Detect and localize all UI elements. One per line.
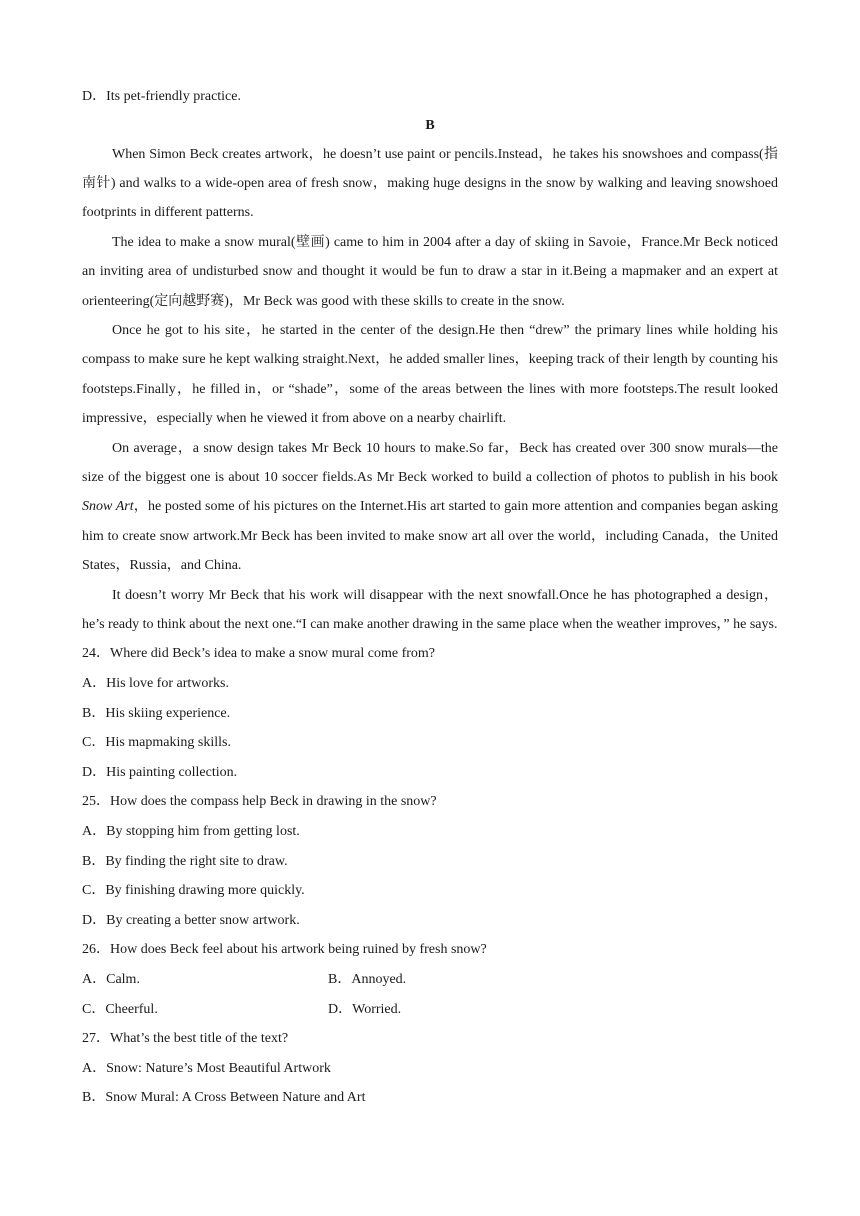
passage-paragraph-2: The idea to make a snow mural(壁画) came to him in 2004 after a day of skiing in Savoie，France.Mr Beck noticed an inviting area of undisturbed snow and thought it would be fun to draw a star in it.Being a mapmaker and an expert at orienteering(定向越野赛)，Mr Beck was good with these skills to create in the snow. [82, 234, 778, 309]
question-24 [82, 639, 778, 787]
paragraph-4-text-before: On average，a snow design takes Mr Beck 10 hours to make.So far，Beck has created over 300 snow murals—the size of the biggest one is about 10 soccer fields.As Mr Beck worked to build a collection of photos to publish in his book [82, 440, 778, 485]
passage-paragraph-1: When Simon Beck creates artwork，he doesn’t use paint or pencils.Instead，he takes his snowshoes and compass(指南针) and walks to a wide-open area of fresh snow，making huge designs in the snow by walking and leaving snowshoed footprints in different patterns. [82, 146, 778, 221]
question-26 [82, 935, 778, 1024]
option-d: D．His painting collection. [82, 764, 238, 780]
question-stem: 26．How does Beck feel about his artwork being ruined by fresh snow? [82, 942, 487, 958]
question-25 [82, 787, 778, 935]
book-title: Snow Art [82, 499, 134, 515]
option-c: C．His mapmaking skills. [82, 735, 231, 751]
option-b: B．By finding the right site to draw. [82, 853, 288, 869]
question-stem: 27．What’s the best title of the text? [82, 1031, 289, 1047]
prev-question-option-d: D．Its pet-friendly practice. [82, 89, 241, 104]
option-a: A．By stopping him from getting lost. [82, 823, 300, 839]
option-b: B．His skiing experience. [82, 705, 231, 721]
passage-paragraph-3: Once he got to his site，he started in the center of the design.He then “drew” the primary lines while holding his compass to make sure he kept walking straight.Next，he added smaller lines，keeping track of their length by counting his footsteps.Finally，he filled in，or “shade”，some of the areas between the lines with more footsteps.The result looked impressive，especially when he viewed it from above on a nearby chairlift. [82, 322, 778, 427]
paragraph-4-text-after: ，he posted some of his pictures on the Internet.His art started to gain more attention and companies began asking him to create snow artwork.Mr Beck has been invited to make snow art all over the world，including Canada，the United States，Russia，and China. [82, 499, 778, 574]
question-27 [82, 1024, 778, 1113]
option-a: A．Snow: Nature’s Most Beautiful Artwork [82, 1060, 331, 1076]
options-row-2 [82, 995, 778, 1025]
option-d: D．Worried. [328, 1001, 402, 1017]
option-b: B．Snow Mural: A Cross Between Nature and Art [82, 1090, 366, 1106]
option-b: B．Annoyed. [328, 971, 407, 987]
question-stem: 25．How does the compass help Beck in drawing in the snow? [82, 794, 437, 810]
option-c: C．By finishing drawing more quickly. [82, 883, 305, 899]
option-a: A．His love for artworks. [82, 676, 229, 691]
passage-paragraph-4 [82, 434, 778, 581]
exam-page [82, 82, 778, 1113]
passage [82, 140, 778, 640]
option-a: A．Calm. [82, 971, 140, 987]
option-d: D．By creating a better snow artwork. [82, 912, 300, 928]
options-row-1 [82, 965, 778, 995]
question-stem: 24．Where did Beck’s idea to make a snow mural come from? [82, 646, 435, 662]
passage-paragraph-5: It doesn’t worry Mr Beck that his work will disappear with the next snowfall.Once he has photographed a design，he’s ready to think about the next one.“I can make another drawing in the same place when the weather improves，” he says. [82, 587, 778, 632]
option-c: C．Cheerful. [82, 1001, 158, 1017]
section-label: B [425, 117, 435, 133]
